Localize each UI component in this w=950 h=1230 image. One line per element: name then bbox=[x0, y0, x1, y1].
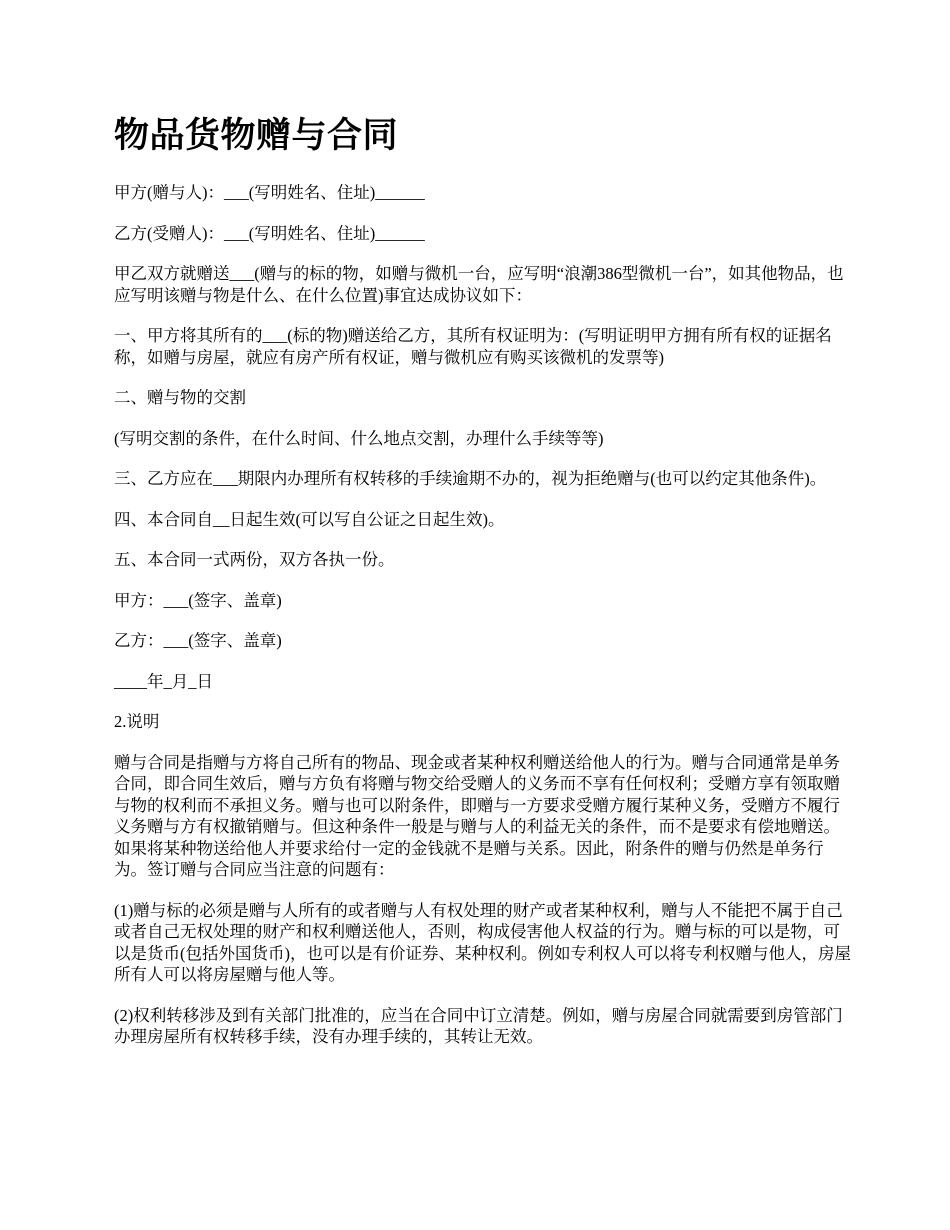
preamble-paragraph: 甲乙双方就赠送___(赠与的标的物，如赠与微机一台，应写明“浪潮386型微机一台”，如其他物品，也应写明该赠与物是什么、在什么位置)事宜达成协议如下： bbox=[114, 264, 844, 305]
clause-2-heading: 二、赠与物的交割 bbox=[114, 388, 246, 407]
clause-1: 一、甲方将其所有的___(标的物)赠送给乙方，其所有权证明为：(写明证明甲方拥有所有权的证据名称，如赠与房屋，就应有房产所有权证，赠与微机应有购买该微机的发票等) bbox=[114, 326, 832, 367]
party-b-line: 乙方(受赠人)：___(写明姓名、住址)______ bbox=[114, 223, 425, 243]
explanation-paragraph: 赠与合同是指赠与方将自己所有的物品、现金或者某种权利赠送给他人的行为。赠与合同通常是单务合同，即合同生效后，赠与方负有将赠与物交给受赠人的义务而不享有任何权利；受赠方享有领取赠与物的权利而不承担义务。赠与也可以附条件，即赠与一方要求受赠方履行某种义务，受赠方不履行义务赠与方有权撤销赠与。但这种条件一般是与赠与人的利益无关的条件，而不是要求有偿地赠送。如果将某种物送给他人并要求给付一定的金钱就不是赠与关系。因此，附条件的赠与仍然是单务行为。签订赠与合同应当注意的问题有： bbox=[114, 752, 840, 879]
explanation-heading: 2.说明 bbox=[114, 712, 160, 731]
note-2: (2)权利转移涉及到有关部门批准的，应当在合同中订立清楚。例如，赠与房屋合同就需要到房管部门办理房屋所有权转移手续，没有办理手续的，其转让无效。 bbox=[114, 1005, 843, 1046]
note-1: (1)赠与标的必须是赠与人所有的或者赠与人有权处理的财产或者某种权利，赠与人不能把不属于自己或者自己无权处理的财产和权利赠送他人，否则，构成侵害他人权益的行为。赠与标的可以是物，可以是货币(包括外国货币)，也可以是有价证券、某种权利。例如专利权人可以将专利权赠与他人，房屋所有人可以将房屋赠与他人等。 bbox=[114, 900, 851, 984]
document-title: 物品货物赠与合同 bbox=[114, 116, 399, 155]
clause-2-body: (写明交割的条件，在什么时间、什么地点交割，办理什么手续等等) bbox=[114, 428, 604, 448]
document-page bbox=[114, 112, 854, 1067]
date-line: ____年_月_日 bbox=[114, 671, 213, 691]
clause-3: 三、乙方应在___期限内办理所有权转移的手续逾期不办的，视为拒绝赠与(也可以约定其他条件)。 bbox=[114, 469, 827, 488]
clause-4: 四、本合同自__日起生效(可以写自公证之日起生效)。 bbox=[114, 509, 505, 529]
party-b-signature: 乙方：___(签字、盖章) bbox=[114, 631, 282, 650]
party-a-signature: 甲方：___(签字、盖章) bbox=[114, 590, 282, 610]
party-a-line: 甲方(赠与人)：___(写明姓名、住址)______ bbox=[114, 183, 425, 202]
clause-5: 五、本合同一式两份，双方各执一份。 bbox=[114, 550, 395, 569]
